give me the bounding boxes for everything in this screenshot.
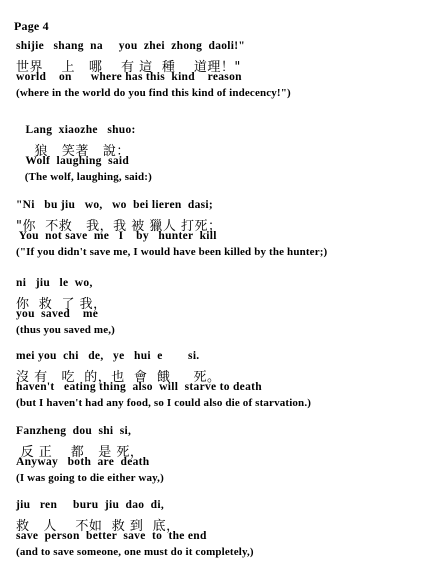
hanzi-line: 世界 上 哪 有 這 種 道理！" bbox=[16, 59, 241, 75]
page-number: Page 4 bbox=[14, 19, 49, 33]
hanzi-line: 反 正 都 是 死， bbox=[16, 444, 144, 460]
translation-line: (and to save someone, one must do it completely,) bbox=[16, 545, 254, 558]
pinyin-line: jiu ren buru jiu dao di, bbox=[16, 499, 165, 511]
gloss-line: save person better save to the end bbox=[16, 530, 207, 542]
stanza-2 bbox=[16, 124, 420, 186]
translation-line: ("If you didn't save me, I would have been killed by the hunter;) bbox=[16, 245, 328, 258]
stanza-5 bbox=[16, 350, 420, 412]
gloss-line: haven't eating thing also will starve to death bbox=[16, 381, 262, 393]
stanza-4 bbox=[16, 277, 420, 339]
hanzi-line: 你 救 了 我， bbox=[16, 296, 107, 312]
stanza-1 bbox=[16, 40, 420, 102]
hanzi-line: 沒 有 吃 的，也 會 餓 死。 bbox=[16, 369, 221, 385]
gloss-line: world on where has this kind reason bbox=[16, 71, 242, 83]
stanza-3 bbox=[16, 199, 420, 261]
hanzi-line: 狼 笑著 說： bbox=[16, 143, 130, 159]
pinyin-line: Fanzheng dou shi si, bbox=[16, 425, 132, 437]
pinyin-line: Lang xiaozhe shuo: bbox=[16, 124, 136, 136]
hanzi-line: 救 人 不如 救 到 底， bbox=[16, 518, 180, 534]
pinyin-line: ni jiu le wo, bbox=[16, 277, 93, 289]
hanzi-line: "你 不救 我，我 被 獵人 打死； bbox=[16, 218, 222, 234]
translation-line: (thus you saved me,) bbox=[16, 323, 115, 336]
translation-line: (but I haven't had any food, so I could also die of starvation.) bbox=[16, 396, 312, 409]
translation-line: (I was going to die either way,) bbox=[16, 471, 164, 484]
gloss-line: You not save me I by hunter kill bbox=[16, 230, 217, 242]
gloss-line: Wolf laughing said bbox=[16, 155, 130, 167]
translation-line: (The wolf, laughing, said:) bbox=[16, 170, 152, 183]
pinyin-line: "Ni bu jiu wo, wo bei lieren dasi; bbox=[16, 199, 214, 211]
translation-line: (where in the world do you find this kind of indecency!") bbox=[16, 86, 291, 99]
gloss-line: you saved me bbox=[16, 308, 99, 320]
gloss-line: Anyway both are death bbox=[16, 456, 150, 468]
stanza-6 bbox=[16, 425, 420, 487]
pinyin-line: shijie shang na you zhei zhong daoli!" bbox=[16, 40, 246, 52]
pinyin-line: mei you chi de, ye hui e si. bbox=[16, 350, 200, 362]
stanza-7 bbox=[16, 499, 420, 561]
